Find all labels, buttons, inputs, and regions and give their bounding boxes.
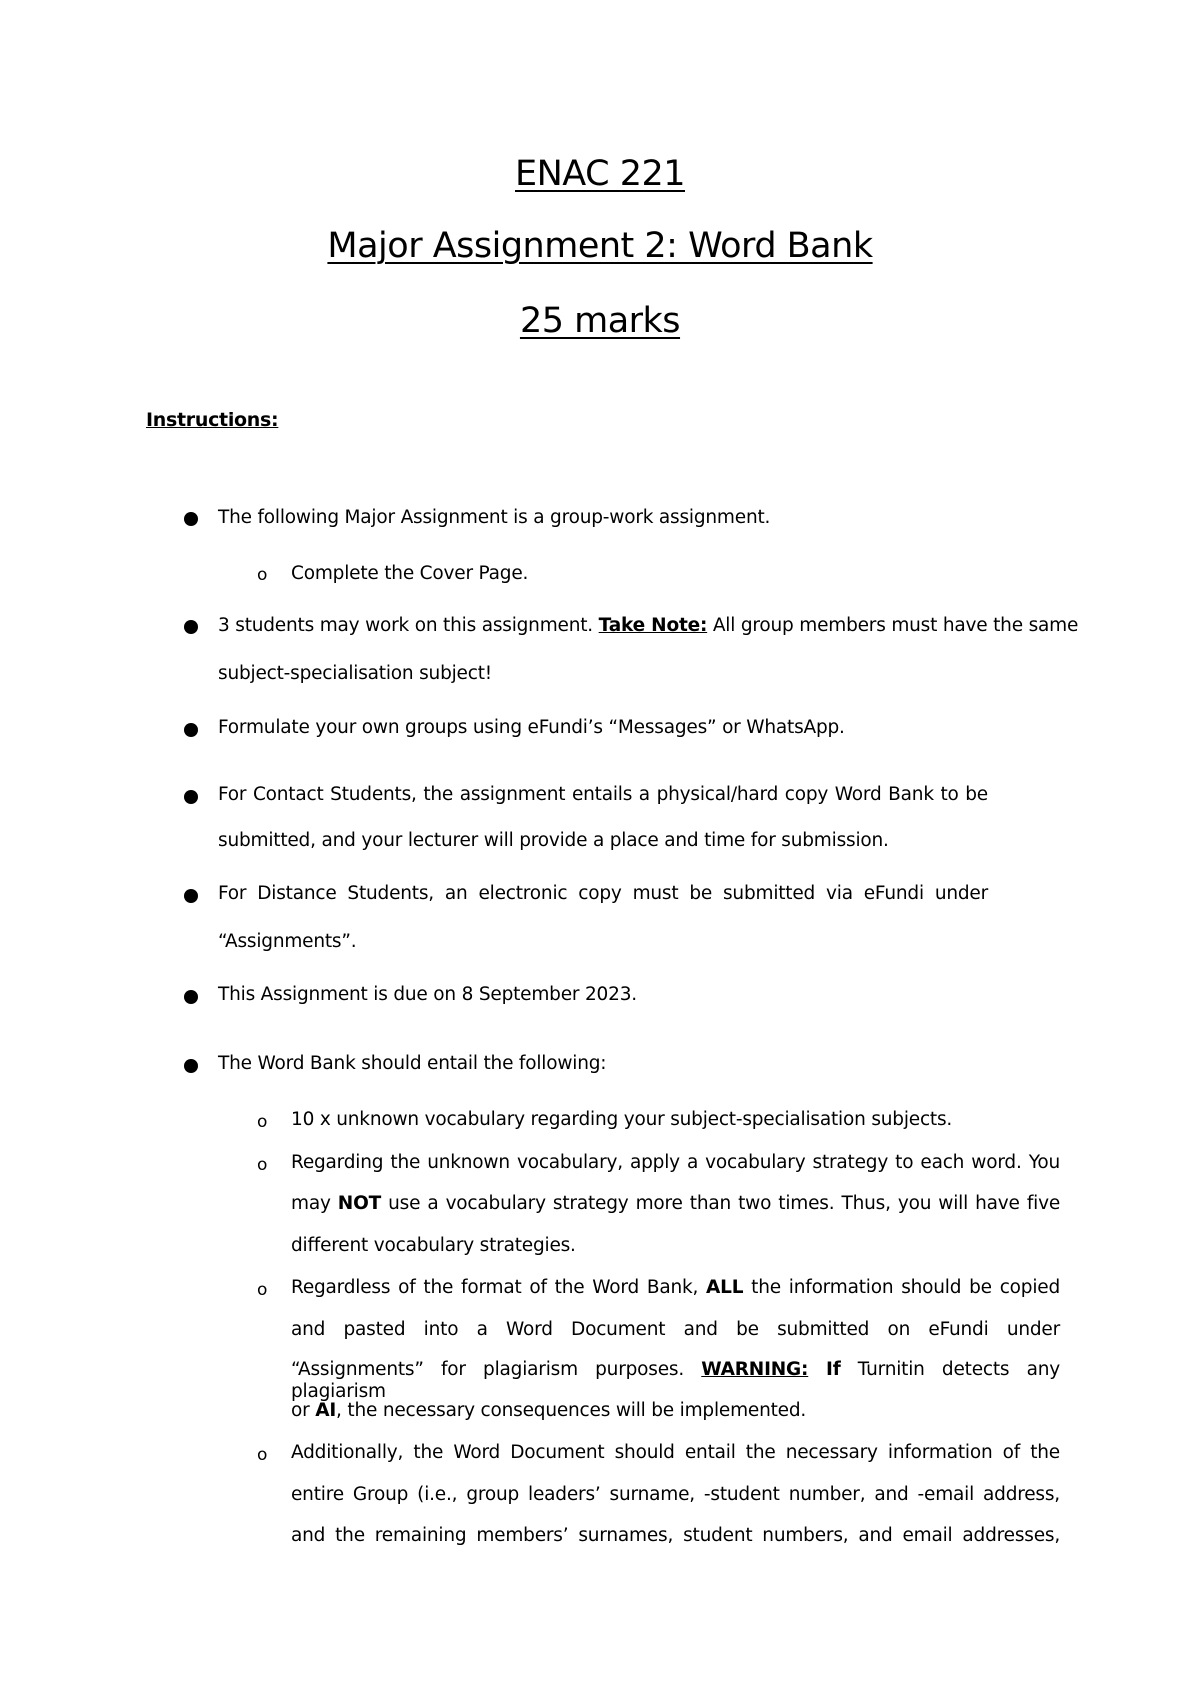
sub-text-vocabulary-strategy-end: different vocabulary strategies. [291,1235,576,1256]
turnitin-text: Turnitin detects any plagiarism [291,1359,1060,1402]
sub-text-vocabulary-strategy: Regarding the unknown vocabulary, apply a vocabulary strategy to each word. You [291,1152,1060,1173]
bullet-icon [184,790,198,804]
instructions-label: Instructions: [146,409,279,431]
bullet-text-contact-students: For Contact Students, the assignment entails a physical/hard copy Word Bank to be [218,784,988,805]
warning-label: WARNING: [701,1359,809,1380]
sub-text-plagiarism [291,1359,1060,1403]
sub-text-vocabulary-strategy-cont [291,1193,1060,1215]
take-note-label: Take Note: [598,615,708,636]
or-text: or [291,1400,316,1421]
bullet-text-contact-students-cont: submitted, and your lecturer will provide a place and time for submission. [218,830,889,851]
ai-emphasis: AI [315,1400,337,1421]
sub-text-format-cont: and pasted into a Word Document and be submitted on eFundi under [291,1319,1060,1340]
sub-text-cover-page: Complete the Cover Page. [291,563,529,584]
not-emphasis: NOT [337,1193,382,1214]
bullet-icon [184,1059,198,1073]
sub-bullet-icon: o [257,1112,268,1132]
sub-text-unknown-vocabulary: 10 x unknown vocabulary regarding your subject-specialisation subjects. [291,1109,953,1130]
course-code-heading: ENAC 221 [515,154,685,194]
sub-text-group-info-end: and the remaining members’ surnames, student numbers, and email addresses, [291,1525,1060,1546]
may-text: may [291,1193,338,1214]
strategy-limit-text: use a vocabulary strategy more than two times. Thus, you will have five [381,1193,1061,1214]
if-emphasis: If [808,1359,841,1380]
sub-bullet-icon: o [257,1155,268,1175]
bullet-text-students [218,615,1078,637]
assignment-title-heading: Major Assignment 2: Word Bank [327,226,873,266]
students-text: 3 students may work on this assignment. [218,615,599,636]
sub-bullet-icon: o [257,1280,268,1300]
group-members-text: All group members must have the same [707,615,1079,636]
bullet-text-distance-students-cont: “Assignments”. [218,931,357,952]
sub-bullet-icon: o [257,565,268,585]
sub-text-consequences [291,1400,806,1422]
all-emphasis: ALL [706,1277,744,1298]
bullet-icon [184,723,198,737]
copied-text: the information should be copied [743,1277,1060,1298]
bullet-text-group-work: The following Major Assignment is a group-work assignment. [218,507,771,528]
bullet-text-students-cont: subject-specialisation subject! [218,663,492,684]
bullet-icon [184,620,198,634]
sub-text-group-info-cont: entire Group (i.e., group leaders’ surname, -student number, and -email address, [291,1484,1060,1505]
sub-text-group-info: Additionally, the Word Document should entail the necessary information of the [291,1442,1060,1463]
bullet-text-word-bank: The Word Bank should entail the following: [218,1053,607,1074]
bullet-text-due-date: This Assignment is due on 8 September 2023. [218,984,637,1005]
plagiarism-purposes-text: “Assignments” for plagiarism purposes. [291,1359,702,1380]
bullet-icon [184,512,198,526]
format-text: Regardless of the format of the Word Bank, [291,1277,707,1298]
consequences-text: , the necessary consequences will be implemented. [336,1400,807,1421]
sub-bullet-icon: o [257,1445,268,1465]
bullet-text-formulate-groups: Formulate your own groups using eFundi’s “Messages” or WhatsApp. [218,717,845,738]
bullet-icon [184,990,198,1004]
bullet-icon [184,889,198,903]
marks-heading: 25 marks [519,301,681,341]
sub-text-format [291,1277,1060,1299]
bullet-text-distance-students: For Distance Students, an electronic copy must be submitted via eFundi under [218,883,988,904]
